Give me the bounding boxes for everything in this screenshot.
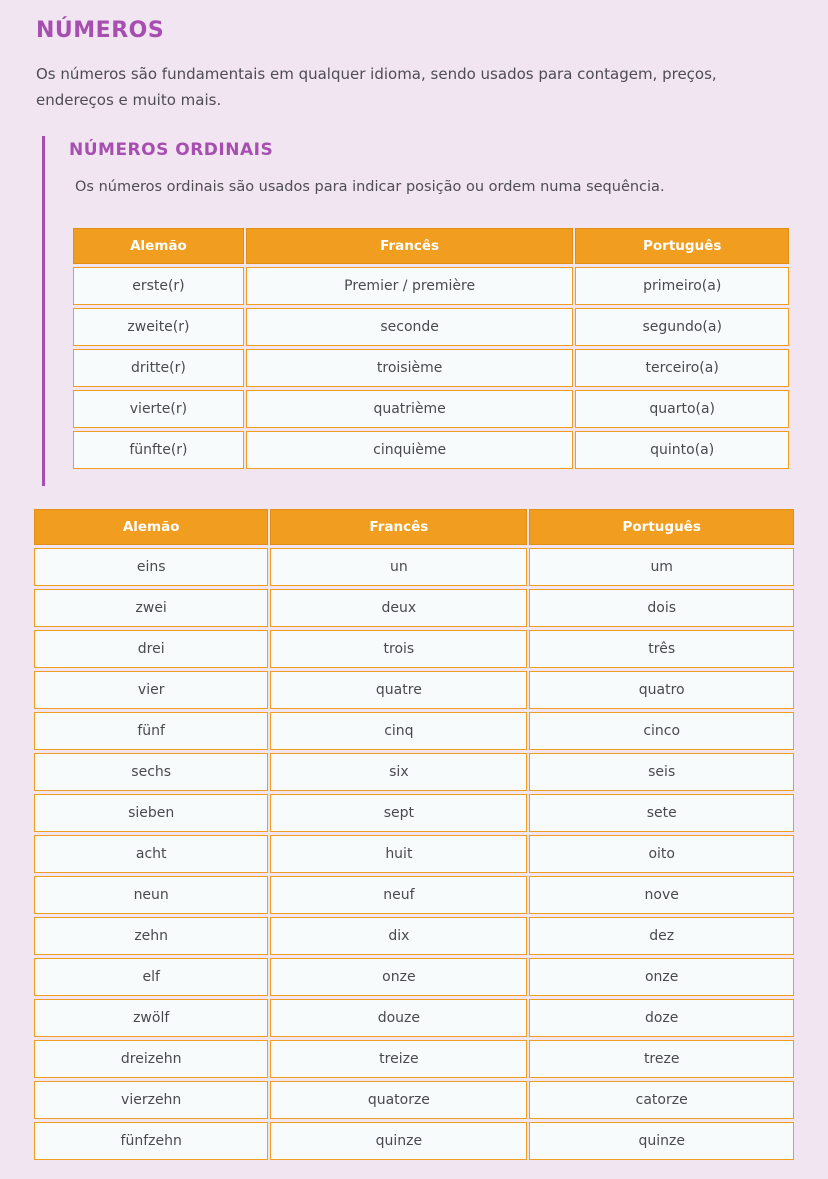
table-cell: troisième bbox=[246, 349, 574, 387]
table-cell: sept bbox=[270, 794, 527, 832]
table-cell: douze bbox=[270, 999, 527, 1037]
table-row bbox=[34, 1040, 794, 1078]
column-header: Português bbox=[529, 509, 794, 545]
table-cell: zwei bbox=[34, 589, 268, 627]
table-cell: sete bbox=[529, 794, 794, 832]
table-cell: quatrième bbox=[246, 390, 574, 428]
ordinals-section bbox=[42, 136, 796, 486]
column-header: Francês bbox=[246, 228, 574, 264]
table-cell: segundo(a) bbox=[575, 308, 789, 346]
table-cell: quatre bbox=[270, 671, 527, 709]
table-row bbox=[73, 267, 789, 305]
table-cell: vierzehn bbox=[34, 1081, 268, 1119]
table-cell: deux bbox=[270, 589, 527, 627]
table-cell: erste(r) bbox=[73, 267, 244, 305]
table-cell: onze bbox=[270, 958, 527, 996]
table-cell: zehn bbox=[34, 917, 268, 955]
table-header-row bbox=[34, 509, 794, 545]
table-row bbox=[34, 630, 794, 668]
table-cell: dreizehn bbox=[34, 1040, 268, 1078]
table-row bbox=[34, 548, 794, 586]
table-cell: vierte(r) bbox=[73, 390, 244, 428]
table-cell: fünf bbox=[34, 712, 268, 750]
column-header: Português bbox=[575, 228, 789, 264]
table-cell: quarto(a) bbox=[575, 390, 789, 428]
table-row bbox=[73, 431, 789, 469]
table-cell: catorze bbox=[529, 1081, 794, 1119]
table-cell: quatorze bbox=[270, 1081, 527, 1119]
table-cell: treize bbox=[270, 1040, 527, 1078]
table-cell: drei bbox=[34, 630, 268, 668]
table-row bbox=[34, 999, 794, 1037]
table-cell: trois bbox=[270, 630, 527, 668]
table-cell: um bbox=[529, 548, 794, 586]
table-cell: Premier / première bbox=[246, 267, 574, 305]
table-cell: neun bbox=[34, 876, 268, 914]
table-cell: fünfzehn bbox=[34, 1122, 268, 1160]
table-header-row bbox=[73, 228, 789, 264]
column-header: Alemão bbox=[34, 509, 268, 545]
table-row bbox=[34, 1122, 794, 1160]
table-row bbox=[73, 308, 789, 346]
ordinal-table-wrapper bbox=[71, 225, 791, 472]
table-cell: huit bbox=[270, 835, 527, 873]
table-cell: six bbox=[270, 753, 527, 791]
table-cell: quinze bbox=[529, 1122, 794, 1160]
table-cell: neuf bbox=[270, 876, 527, 914]
table-row bbox=[34, 712, 794, 750]
table-row bbox=[73, 349, 789, 387]
table-cell: dois bbox=[529, 589, 794, 627]
table-cell: cinco bbox=[529, 712, 794, 750]
table-cell: quatro bbox=[529, 671, 794, 709]
table-cell: terceiro(a) bbox=[575, 349, 789, 387]
ordinals-section-description: Os números ordinais são usados para indicar posição ou ordem numa sequência. bbox=[75, 178, 665, 195]
table-row bbox=[34, 1081, 794, 1119]
table-cell: quinto(a) bbox=[575, 431, 789, 469]
column-header: Francês bbox=[270, 509, 527, 545]
table-cell: três bbox=[529, 630, 794, 668]
table-row bbox=[34, 835, 794, 873]
table-cell: cinq bbox=[270, 712, 527, 750]
table-row bbox=[34, 671, 794, 709]
table-cell: primeiro(a) bbox=[575, 267, 789, 305]
table-cell: dez bbox=[529, 917, 794, 955]
table-cell: doze bbox=[529, 999, 794, 1037]
table-cell: seconde bbox=[246, 308, 574, 346]
column-header: Alemão bbox=[73, 228, 244, 264]
table-cell: dritte(r) bbox=[73, 349, 244, 387]
table-cell: elf bbox=[34, 958, 268, 996]
table-cell: acht bbox=[34, 835, 268, 873]
table-cell: cinquième bbox=[246, 431, 574, 469]
table-cell: zweite(r) bbox=[73, 308, 244, 346]
ordinal-numbers-table bbox=[71, 225, 791, 472]
table-row bbox=[73, 390, 789, 428]
table-cell: zwölf bbox=[34, 999, 268, 1037]
table-cell: eins bbox=[34, 548, 268, 586]
table-cell: seis bbox=[529, 753, 794, 791]
table-cell: nove bbox=[529, 876, 794, 914]
table-cell: quinze bbox=[270, 1122, 527, 1160]
table-row bbox=[34, 917, 794, 955]
table-row bbox=[34, 794, 794, 832]
table-row bbox=[34, 876, 794, 914]
intro-paragraph: Os números são fundamentais em qualquer idioma, sendo usados para contagem, preços, endereços e muito mais. bbox=[36, 65, 717, 110]
table-cell: onze bbox=[529, 958, 794, 996]
table-cell: treze bbox=[529, 1040, 794, 1078]
table-row bbox=[34, 589, 794, 627]
cardinal-table-wrapper bbox=[32, 506, 796, 1163]
table-cell: dix bbox=[270, 917, 527, 955]
table-cell: fünfte(r) bbox=[73, 431, 244, 469]
table-row bbox=[34, 958, 794, 996]
cardinal-numbers-table bbox=[32, 506, 796, 1163]
table-cell: sieben bbox=[34, 794, 268, 832]
ordinals-section-title: NÚMEROS ORDINAIS bbox=[69, 139, 274, 160]
page-title: NÚMEROS bbox=[36, 18, 165, 43]
table-row bbox=[34, 753, 794, 791]
table-cell: sechs bbox=[34, 753, 268, 791]
table-cell: oito bbox=[529, 835, 794, 873]
table-cell: vier bbox=[34, 671, 268, 709]
table-cell: un bbox=[270, 548, 527, 586]
